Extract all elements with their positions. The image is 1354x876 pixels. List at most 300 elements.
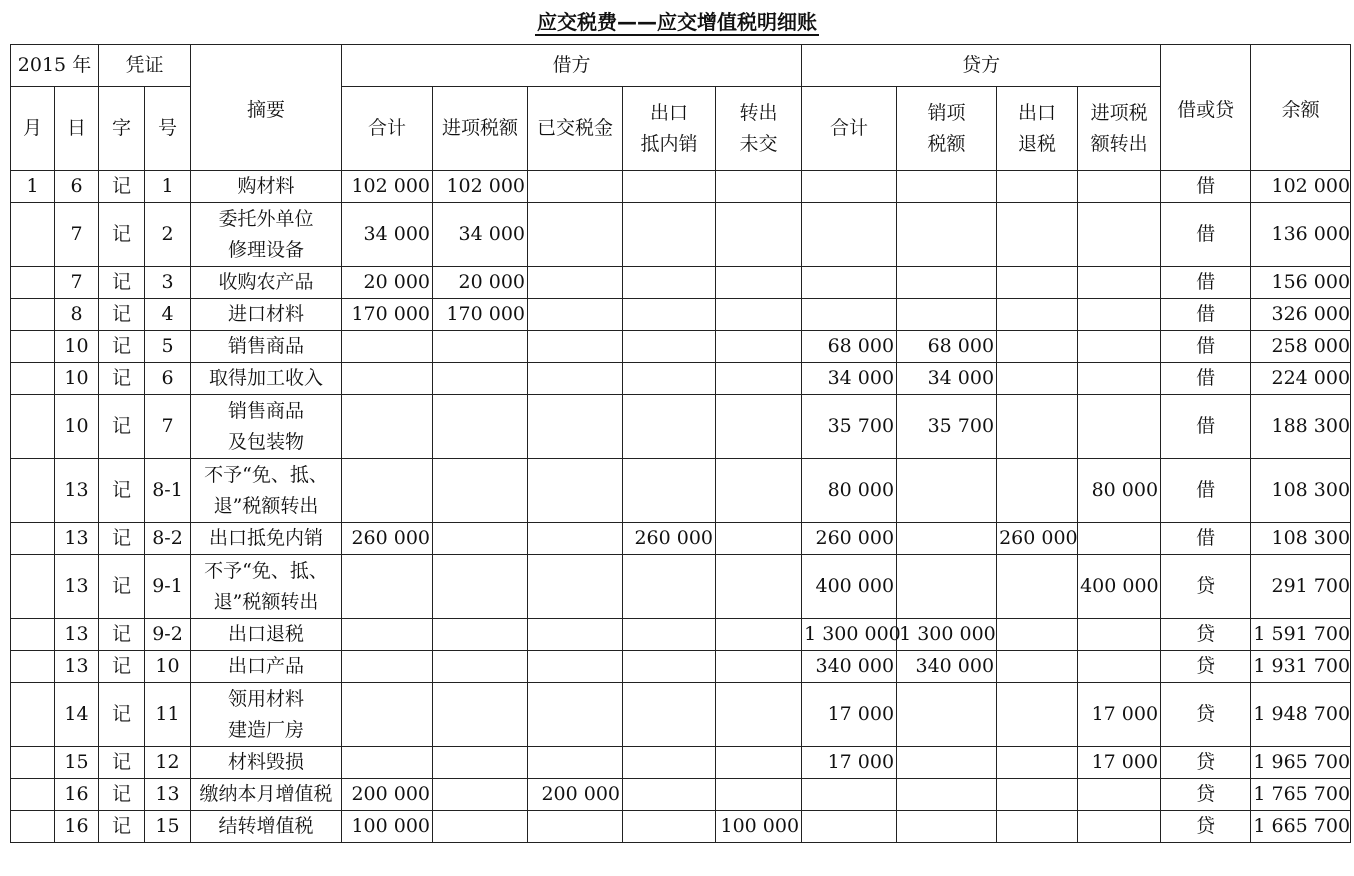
debit-paid-tax-cell: 200 000	[528, 779, 623, 811]
debit-paid-tax-cell	[528, 619, 623, 651]
day-cell: 13	[55, 619, 99, 651]
month-cell	[11, 331, 55, 363]
credit-input-transfer-cell	[1078, 779, 1161, 811]
hao-cell: 12	[145, 747, 191, 779]
voucher-header: 凭证	[99, 45, 191, 87]
debit-export-offset-cell	[623, 811, 716, 843]
month-cell	[11, 203, 55, 267]
debit-total-cell	[342, 747, 433, 779]
balance-cell: 1 931 700	[1251, 651, 1351, 683]
credit-export-refund-cell	[997, 331, 1078, 363]
credit-output-tax-cell	[897, 299, 997, 331]
debit-paid-tax-cell	[528, 267, 623, 299]
zi-cell: 记	[99, 459, 145, 523]
zi-header: 字	[99, 87, 145, 171]
balance-cell: 224 000	[1251, 363, 1351, 395]
debit-export-offset-cell	[623, 651, 716, 683]
zi-cell: 记	[99, 523, 145, 555]
credit-input-transfer-cell: 80 000	[1078, 459, 1161, 523]
month-cell	[11, 395, 55, 459]
credit-input-transfer-cell	[1078, 267, 1161, 299]
month-cell	[11, 299, 55, 331]
credit-total-cell: 1 300 000	[802, 619, 897, 651]
credit-output-tax-header: 销项 税额	[897, 87, 997, 171]
credit-export-refund-cell	[997, 811, 1078, 843]
hao-cell: 7	[145, 395, 191, 459]
day-cell: 13	[55, 651, 99, 683]
debit-total-cell	[342, 331, 433, 363]
debit-total-cell: 200 000	[342, 779, 433, 811]
debit-transfer-unpaid-cell	[716, 395, 802, 459]
hao-cell: 8-1	[145, 459, 191, 523]
hao-cell: 10	[145, 651, 191, 683]
credit-input-transfer-cell	[1078, 395, 1161, 459]
credit-total-cell	[802, 779, 897, 811]
credit-input-transfer-cell	[1078, 811, 1161, 843]
credit-output-tax-cell: 68 000	[897, 331, 997, 363]
credit-total-cell: 35 700	[802, 395, 897, 459]
dr-cr-cell: 借	[1161, 523, 1251, 555]
balance-cell: 1 965 700	[1251, 747, 1351, 779]
debit-export-offset-cell	[623, 203, 716, 267]
summary-line-1: 收购农产品	[218, 271, 314, 293]
month-header: 月	[11, 87, 55, 171]
debit-paid-tax-cell	[528, 555, 623, 619]
debit-input-tax-cell	[433, 363, 528, 395]
credit-export-refund-cell	[997, 651, 1078, 683]
summary-line-1: 材料毁损	[228, 751, 305, 773]
credit-total-cell: 80 000	[802, 459, 897, 523]
month-cell	[11, 683, 55, 747]
debit-paid-tax-cell	[528, 363, 623, 395]
debit-transfer-unpaid-cell	[716, 331, 802, 363]
hao-cell: 4	[145, 299, 191, 331]
zi-cell: 记	[99, 651, 145, 683]
debit-total-cell: 20 000	[342, 267, 433, 299]
credit-output-tax-cell	[897, 683, 997, 747]
header-row-1	[11, 45, 1351, 87]
debit-input-tax-cell	[433, 619, 528, 651]
hao-cell: 2	[145, 203, 191, 267]
debit-transfer-unpaid-cell: 100 000	[716, 811, 802, 843]
day-cell: 7	[55, 203, 99, 267]
credit-output-tax-cell	[897, 203, 997, 267]
dr-cr-cell: 贷	[1161, 619, 1251, 651]
month-cell	[11, 363, 55, 395]
credit-input-transfer-cell	[1078, 523, 1161, 555]
summary-line-1: 销售商品	[228, 399, 305, 422]
credit-total-cell: 17 000	[802, 747, 897, 779]
credit-total-cell: 400 000	[802, 555, 897, 619]
credit-total-cell: 34 000	[802, 363, 897, 395]
debit-total-header: 合计	[342, 87, 433, 171]
credit-output-tax-cell: 1 300 000	[897, 619, 997, 651]
page-title: 应交税费——应交增值税明细账	[537, 10, 817, 34]
dr-cr-cell: 借	[1161, 363, 1251, 395]
zi-cell: 记	[99, 203, 145, 267]
credit-output-tax-cell	[897, 459, 997, 523]
credit-total-cell	[802, 811, 897, 843]
balance-cell: 108 300	[1251, 523, 1351, 555]
debit-transfer-unpaid-cell	[716, 555, 802, 619]
credit-total-cell	[802, 171, 897, 203]
debit-paid-tax-cell	[528, 299, 623, 331]
credit-input-transfer-cell	[1078, 171, 1161, 203]
zi-cell: 记	[99, 747, 145, 779]
summary-cell	[191, 811, 342, 843]
debit-paid-tax-cell	[528, 523, 623, 555]
summary-line-1: 委托外单位	[218, 207, 314, 230]
table-row	[11, 683, 1351, 747]
day-cell: 7	[55, 267, 99, 299]
credit-export-refund-cell	[997, 203, 1078, 267]
summary-cell	[191, 523, 342, 555]
debit-export-offset-cell	[623, 619, 716, 651]
credit-export-refund-cell: 260 000	[997, 523, 1078, 555]
debit-input-tax-cell	[433, 651, 528, 683]
dr-cr-cell: 借	[1161, 331, 1251, 363]
month-cell	[11, 619, 55, 651]
debit-export-offset-cell	[623, 395, 716, 459]
balance-header: 余额	[1251, 45, 1351, 171]
summary-header: 摘要	[191, 45, 342, 171]
debit-input-tax-cell	[433, 811, 528, 843]
day-cell: 10	[55, 363, 99, 395]
month-cell	[11, 747, 55, 779]
summary-line-2: 及包装物	[228, 430, 305, 453]
debit-total-cell	[342, 651, 433, 683]
summary-line-1: 领用材料	[228, 687, 305, 710]
credit-export-refund-cell	[997, 619, 1078, 651]
debit-export-offset-cell	[623, 459, 716, 523]
debit-transfer-unpaid-cell	[716, 171, 802, 203]
month-cell	[11, 523, 55, 555]
day-cell: 6	[55, 171, 99, 203]
summary-line-2: 退”税额转出	[213, 494, 319, 517]
debit-export-offset-cell: 260 000	[623, 523, 716, 555]
credit-total-cell	[802, 203, 897, 267]
credit-output-tax-cell: 34 000	[897, 363, 997, 395]
table-row	[11, 299, 1351, 331]
debit-transfer-unpaid-cell	[716, 299, 802, 331]
table-row	[11, 555, 1351, 619]
debit-transfer-unpaid-cell	[716, 683, 802, 747]
credit-total-cell	[802, 299, 897, 331]
hao-cell: 6	[145, 363, 191, 395]
debit-total-cell	[342, 555, 433, 619]
credit-export-refund-cell	[997, 459, 1078, 523]
credit-export-refund-cell	[997, 171, 1078, 203]
table-row	[11, 779, 1351, 811]
debit-input-tax-cell: 34 000	[433, 203, 528, 267]
zi-cell: 记	[99, 619, 145, 651]
zi-cell: 记	[99, 683, 145, 747]
credit-export-refund-cell	[997, 683, 1078, 747]
summary-line-1: 取得加工收入	[209, 367, 324, 389]
credit-output-tax-cell	[897, 811, 997, 843]
zi-cell: 记	[99, 555, 145, 619]
dr-cr-cell: 借	[1161, 299, 1251, 331]
table-row	[11, 811, 1351, 843]
credit-total-cell: 260 000	[802, 523, 897, 555]
hao-cell: 5	[145, 331, 191, 363]
debit-header: 借方	[342, 45, 802, 87]
debit-total-cell	[342, 683, 433, 747]
debit-transfer-unpaid-cell	[716, 459, 802, 523]
credit-total-cell: 17 000	[802, 683, 897, 747]
debit-input-tax-cell: 20 000	[433, 267, 528, 299]
credit-output-tax-cell	[897, 779, 997, 811]
dr-cr-cell: 借	[1161, 395, 1251, 459]
summary-cell	[191, 459, 342, 523]
hao-header: 号	[145, 87, 191, 171]
summary-cell	[191, 747, 342, 779]
credit-header: 贷方	[802, 45, 1161, 87]
balance-cell: 136 000	[1251, 203, 1351, 267]
credit-input-transfer-cell	[1078, 331, 1161, 363]
day-cell: 13	[55, 459, 99, 523]
debit-total-cell: 102 000	[342, 171, 433, 203]
debit-paid-tax-cell	[528, 459, 623, 523]
debit-transfer-unpaid-header: 转出 未交	[716, 87, 802, 171]
day-cell: 16	[55, 811, 99, 843]
debit-transfer-unpaid-cell	[716, 651, 802, 683]
month-cell: 1	[11, 171, 55, 203]
debit-paid-tax-cell	[528, 683, 623, 747]
summary-line-1: 缴纳本月增值税	[199, 783, 333, 805]
month-cell	[11, 459, 55, 523]
credit-input-transfer-cell: 400 000	[1078, 555, 1161, 619]
credit-output-tax-cell	[897, 747, 997, 779]
dr-cr-cell: 贷	[1161, 555, 1251, 619]
debit-transfer-unpaid-cell	[716, 363, 802, 395]
balance-cell: 326 000	[1251, 299, 1351, 331]
zi-cell: 记	[99, 267, 145, 299]
credit-export-refund-cell	[997, 395, 1078, 459]
zi-cell: 记	[99, 299, 145, 331]
summary-cell	[191, 331, 342, 363]
dr-cr-cell: 借	[1161, 267, 1251, 299]
balance-cell: 156 000	[1251, 267, 1351, 299]
debit-paid-tax-cell	[528, 747, 623, 779]
hao-cell: 9-1	[145, 555, 191, 619]
zi-cell: 记	[99, 171, 145, 203]
month-cell	[11, 555, 55, 619]
summary-cell	[191, 171, 342, 203]
balance-cell: 258 000	[1251, 331, 1351, 363]
summary-cell	[191, 555, 342, 619]
debit-export-offset-header: 出口 抵内销	[623, 87, 716, 171]
balance-cell: 1 591 700	[1251, 619, 1351, 651]
debit-export-offset-cell	[623, 299, 716, 331]
debit-paid-tax-cell	[528, 395, 623, 459]
table-row	[11, 651, 1351, 683]
table-row	[11, 363, 1351, 395]
credit-output-tax-cell	[897, 267, 997, 299]
summary-cell	[191, 683, 342, 747]
credit-output-tax-cell: 340 000	[897, 651, 997, 683]
credit-output-tax-cell	[897, 555, 997, 619]
credit-export-refund-header: 出口 退税	[997, 87, 1078, 171]
debit-input-tax-cell	[433, 331, 528, 363]
credit-total-cell	[802, 267, 897, 299]
day-cell: 8	[55, 299, 99, 331]
debit-transfer-unpaid-cell	[716, 203, 802, 267]
credit-export-refund-cell	[997, 555, 1078, 619]
dr-cr-cell: 借	[1161, 171, 1251, 203]
summary-line-1: 出口抵免内销	[209, 527, 324, 549]
summary-cell	[191, 395, 342, 459]
debit-paid-tax-cell	[528, 811, 623, 843]
dr-cr-header: 借或贷	[1161, 45, 1251, 171]
zi-cell: 记	[99, 779, 145, 811]
balance-cell: 102 000	[1251, 171, 1351, 203]
credit-export-refund-cell	[997, 747, 1078, 779]
summary-cell	[191, 267, 342, 299]
balance-cell: 1 948 700	[1251, 683, 1351, 747]
table-row	[11, 203, 1351, 267]
year-header: 2015 年	[11, 45, 99, 87]
zi-cell: 记	[99, 363, 145, 395]
zi-cell: 记	[99, 395, 145, 459]
credit-input-transfer-cell	[1078, 299, 1161, 331]
day-cell: 13	[55, 555, 99, 619]
table-row	[11, 171, 1351, 203]
debit-total-cell: 170 000	[342, 299, 433, 331]
debit-transfer-unpaid-cell	[716, 523, 802, 555]
day-cell: 10	[55, 395, 99, 459]
summary-line-1: 进口材料	[228, 303, 305, 325]
summary-cell	[191, 299, 342, 331]
credit-total-header: 合计	[802, 87, 897, 171]
summary-line-1: 不予“免、抵、	[204, 559, 328, 582]
debit-transfer-unpaid-cell	[716, 619, 802, 651]
day-cell: 16	[55, 779, 99, 811]
hao-cell: 3	[145, 267, 191, 299]
dr-cr-cell: 贷	[1161, 779, 1251, 811]
summary-line-2: 修理设备	[228, 238, 305, 261]
debit-export-offset-cell	[623, 555, 716, 619]
summary-cell	[191, 203, 342, 267]
debit-input-tax-cell	[433, 395, 528, 459]
credit-input-transfer-cell	[1078, 363, 1161, 395]
zi-cell: 记	[99, 811, 145, 843]
credit-export-refund-cell	[997, 267, 1078, 299]
month-cell	[11, 267, 55, 299]
credit-output-tax-cell	[897, 523, 997, 555]
debit-input-tax-cell	[433, 683, 528, 747]
debit-input-tax-cell: 102 000	[433, 171, 528, 203]
table-row	[11, 267, 1351, 299]
table-row	[11, 395, 1351, 459]
debit-paid-tax-header: 已交税金	[528, 87, 623, 171]
credit-input-transfer-header: 进项税 额转出	[1078, 87, 1161, 171]
balance-cell: 1 765 700	[1251, 779, 1351, 811]
dr-cr-cell: 贷	[1161, 747, 1251, 779]
credit-input-transfer-cell: 17 000	[1078, 747, 1161, 779]
hao-cell: 11	[145, 683, 191, 747]
table-row	[11, 331, 1351, 363]
debit-paid-tax-cell	[528, 203, 623, 267]
month-cell	[11, 811, 55, 843]
ledger-table-wrapper	[10, 44, 1351, 870]
ledger-table	[10, 44, 1351, 843]
debit-total-cell	[342, 395, 433, 459]
summary-cell	[191, 619, 342, 651]
hao-cell: 8-2	[145, 523, 191, 555]
hao-cell: 1	[145, 171, 191, 203]
debit-input-tax-cell	[433, 523, 528, 555]
summary-line-2: 建造厂房	[228, 718, 305, 741]
dr-cr-cell: 贷	[1161, 651, 1251, 683]
debit-export-offset-cell	[623, 363, 716, 395]
debit-input-tax-header: 进项税额	[433, 87, 528, 171]
summary-line-2: 退”税额转出	[213, 590, 319, 613]
balance-cell: 108 300	[1251, 459, 1351, 523]
hao-cell: 9-2	[145, 619, 191, 651]
debit-transfer-unpaid-cell	[716, 747, 802, 779]
credit-input-transfer-cell	[1078, 651, 1161, 683]
debit-paid-tax-cell	[528, 331, 623, 363]
summary-line-1: 出口产品	[228, 655, 305, 677]
credit-input-transfer-cell	[1078, 619, 1161, 651]
debit-transfer-unpaid-cell	[716, 267, 802, 299]
month-cell	[11, 779, 55, 811]
hao-cell: 15	[145, 811, 191, 843]
debit-total-cell	[342, 619, 433, 651]
summary-line-1: 购材料	[237, 175, 295, 197]
hao-cell: 13	[145, 779, 191, 811]
balance-cell: 188 300	[1251, 395, 1351, 459]
credit-export-refund-cell	[997, 299, 1078, 331]
table-row	[11, 619, 1351, 651]
credit-export-refund-cell	[997, 363, 1078, 395]
debit-input-tax-cell: 170 000	[433, 299, 528, 331]
debit-total-cell	[342, 459, 433, 523]
dr-cr-cell: 贷	[1161, 811, 1251, 843]
day-cell: 15	[55, 747, 99, 779]
month-cell	[11, 651, 55, 683]
debit-export-offset-cell	[623, 683, 716, 747]
credit-input-transfer-cell	[1078, 203, 1161, 267]
summary-line-1: 结转增值税	[218, 815, 314, 837]
debit-total-cell: 100 000	[342, 811, 433, 843]
dr-cr-cell: 借	[1161, 459, 1251, 523]
debit-export-offset-cell	[623, 171, 716, 203]
zi-cell: 记	[99, 331, 145, 363]
debit-export-offset-cell	[623, 267, 716, 299]
day-header: 日	[55, 87, 99, 171]
credit-input-transfer-cell: 17 000	[1078, 683, 1161, 747]
day-cell: 10	[55, 331, 99, 363]
debit-total-cell: 260 000	[342, 523, 433, 555]
debit-input-tax-cell	[433, 747, 528, 779]
balance-cell: 291 700	[1251, 555, 1351, 619]
debit-total-cell	[342, 363, 433, 395]
balance-cell: 1 665 700	[1251, 811, 1351, 843]
summary-line-1: 不予“免、抵、	[204, 463, 328, 486]
dr-cr-cell: 贷	[1161, 683, 1251, 747]
debit-export-offset-cell	[623, 747, 716, 779]
dr-cr-cell: 借	[1161, 203, 1251, 267]
debit-export-offset-cell	[623, 331, 716, 363]
credit-total-cell: 340 000	[802, 651, 897, 683]
credit-export-refund-cell	[997, 779, 1078, 811]
debit-total-cell: 34 000	[342, 203, 433, 267]
credit-total-cell: 68 000	[802, 331, 897, 363]
table-row	[11, 459, 1351, 523]
summary-cell	[191, 651, 342, 683]
